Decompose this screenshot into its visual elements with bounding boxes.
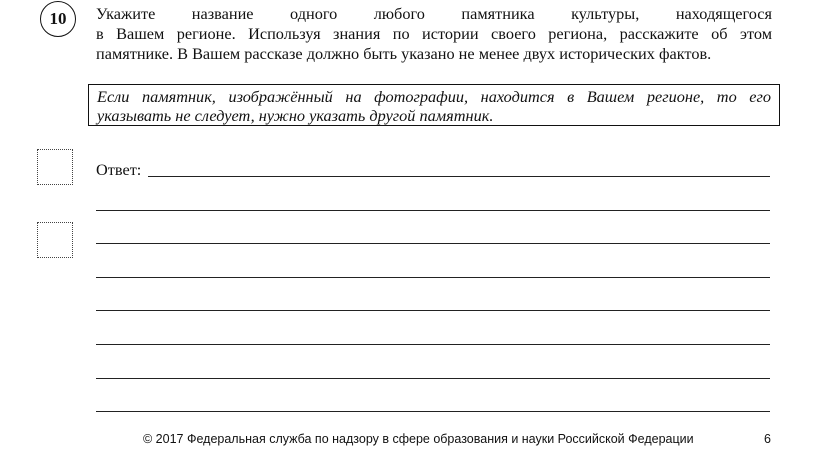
answer-line[interactable] <box>96 310 770 311</box>
answer-line[interactable] <box>96 378 770 379</box>
answer-line[interactable] <box>96 411 770 412</box>
answer-line[interactable] <box>96 210 770 211</box>
question-text <box>96 4 772 64</box>
answer-line[interactable] <box>96 344 770 345</box>
copyright-text: © 2017 Федеральная служба по надзору в сфере образования и науки Российской Федерации <box>143 432 694 446</box>
score-box-1[interactable] <box>37 149 73 185</box>
question-word: памятника <box>461 4 535 23</box>
page-number: 6 <box>764 432 771 446</box>
question-line-3: памятнике. В Вашем рассказе должно быть указано не менее двух исторических фактов. <box>96 44 712 63</box>
question-number: 10 <box>49 9 67 28</box>
question-word: название <box>191 4 254 23</box>
question-word: находящегося <box>675 4 773 23</box>
question-line-2: в Вашем регионе. Используя знания по истории своего региона, расскажите об этом <box>96 24 772 43</box>
question-word: одного <box>290 4 338 23</box>
note-line-1: Если памятник, изображённый на фотографии, находится в Вашем регионе, то его <box>97 87 771 106</box>
score-box-2[interactable] <box>37 222 73 258</box>
question-line-1 <box>96 4 772 24</box>
answer-line[interactable] <box>148 176 770 177</box>
answer-line[interactable] <box>96 277 770 278</box>
answer-label: Ответ: <box>96 160 142 179</box>
question-word: культуры, <box>571 4 640 23</box>
question-word: любого <box>373 4 425 23</box>
instruction-note-box <box>88 84 780 126</box>
answer-line[interactable] <box>96 243 770 244</box>
question-word: Укажите <box>96 4 156 23</box>
note-line-2: указывать не следует, нужно указать другой памятник. <box>97 106 494 125</box>
question-number-badge <box>40 1 76 37</box>
